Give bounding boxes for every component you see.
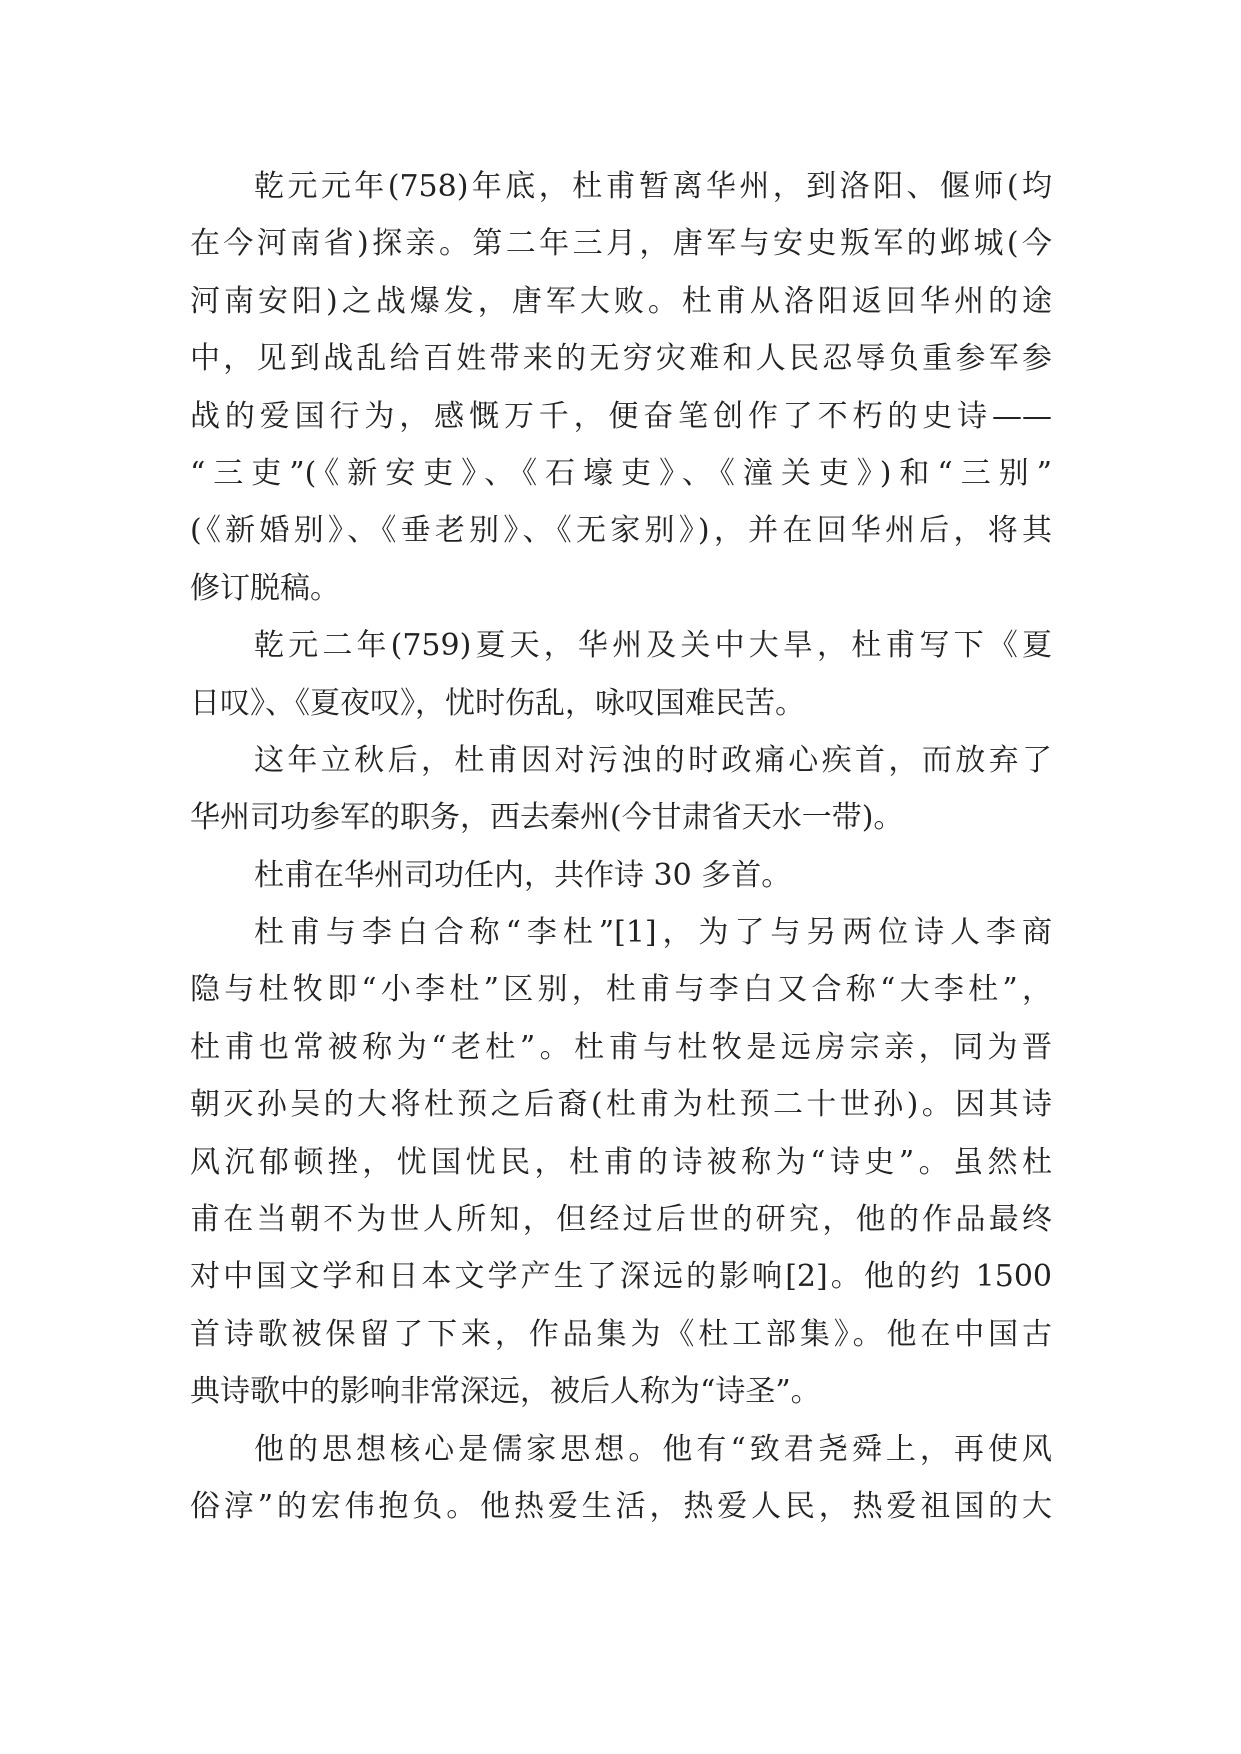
paragraph: [190, 158, 1052, 617]
text-line: 典诗歌中的影响非常深远，被后人称为“诗圣”。: [190, 1374, 821, 1410]
text-line: 首诗歌被保留了下来，作品集为《杜工部集》。他在中国古: [190, 1316, 1052, 1352]
text-line: 日叹》、《夏夜叹》，忧时伤乱，咏叹国难民苦。: [190, 685, 805, 721]
text-line: 战的爱国行为，感慨万千，便奋笔创作了不朽的史诗——: [190, 398, 1052, 434]
text-line: 这年立秋后，杜甫因对污浊的时政痛心疾首，而放弃了: [254, 742, 1052, 778]
paragraph: [190, 617, 1052, 732]
text-line: 杜甫在华州司功任内，共作诗 30 多首。: [254, 857, 792, 893]
text-line: 朝灭孙吴的大将杜预之后裔(杜甫为杜预二十世孙)。因其诗: [190, 1087, 1052, 1123]
text-line: 杜甫与李白合称“李杜”[1]，为了与另两位诗人李商: [254, 915, 1052, 951]
text-line: 风沉郁顿挫，忧国忧民，杜甫的诗被称为“诗史”。虽然杜: [190, 1144, 1052, 1180]
paragraph: [190, 1421, 1052, 1536]
text-line: 杜甫也常被称为“老杜”。杜甫与杜牧是远房宗亲，同为晋: [190, 1029, 1052, 1065]
text-line: 隐与杜牧即“小李杜”区别，杜甫与李白又合称“大李杜”，: [190, 972, 1052, 1008]
text-line: 中，见到战乱给百姓带来的无穷灾难和人民忍辱负重参军参: [190, 341, 1052, 377]
paragraph: [190, 847, 1052, 904]
text-line: 他的思想核心是儒家思想。他有“致君尧舜上，再使风: [254, 1431, 1052, 1467]
text-line: (《新婚别》、《垂老别》、《无家别》)，并在回华州后，将其: [190, 513, 1052, 549]
text-line: 修订脱稿。: [190, 570, 340, 606]
text-line: 乾元元年(758)年底，杜甫暂离华州，到洛阳、偃师(均: [254, 169, 1052, 204]
text-line: 甫在当朝不为世人所知，但经过后世的研究，他的作品最终: [190, 1202, 1052, 1238]
body-text: [190, 158, 1052, 1535]
paragraph: [190, 904, 1052, 1421]
paragraph: [190, 732, 1052, 847]
text-line: 俗淳”的宏伟抱负。他热爱生活，热爱人民，热爱祖国的大: [190, 1488, 1052, 1524]
text-line: 乾元二年(759)夏天，华州及关中大旱，杜甫写下《夏: [254, 628, 1052, 664]
text-line: 在今河南省)探亲。第二年三月，唐军与安史叛军的邺城(今: [190, 226, 1052, 262]
text-line: 对中国文学和日本文学产生了深远的影响[2]。他的约 1500: [190, 1259, 1052, 1295]
text-line: 华州司功参军的职务，西去秦州(今甘肃省天水一带)。: [190, 800, 904, 836]
text-line: 河南安阳)之战爆发，唐军大败。杜甫从洛阳返回华州的途: [190, 283, 1052, 319]
text-line: “三吏”(《新安吏》、《石壕吏》、《潼关吏》)和“三别”: [190, 455, 1052, 491]
